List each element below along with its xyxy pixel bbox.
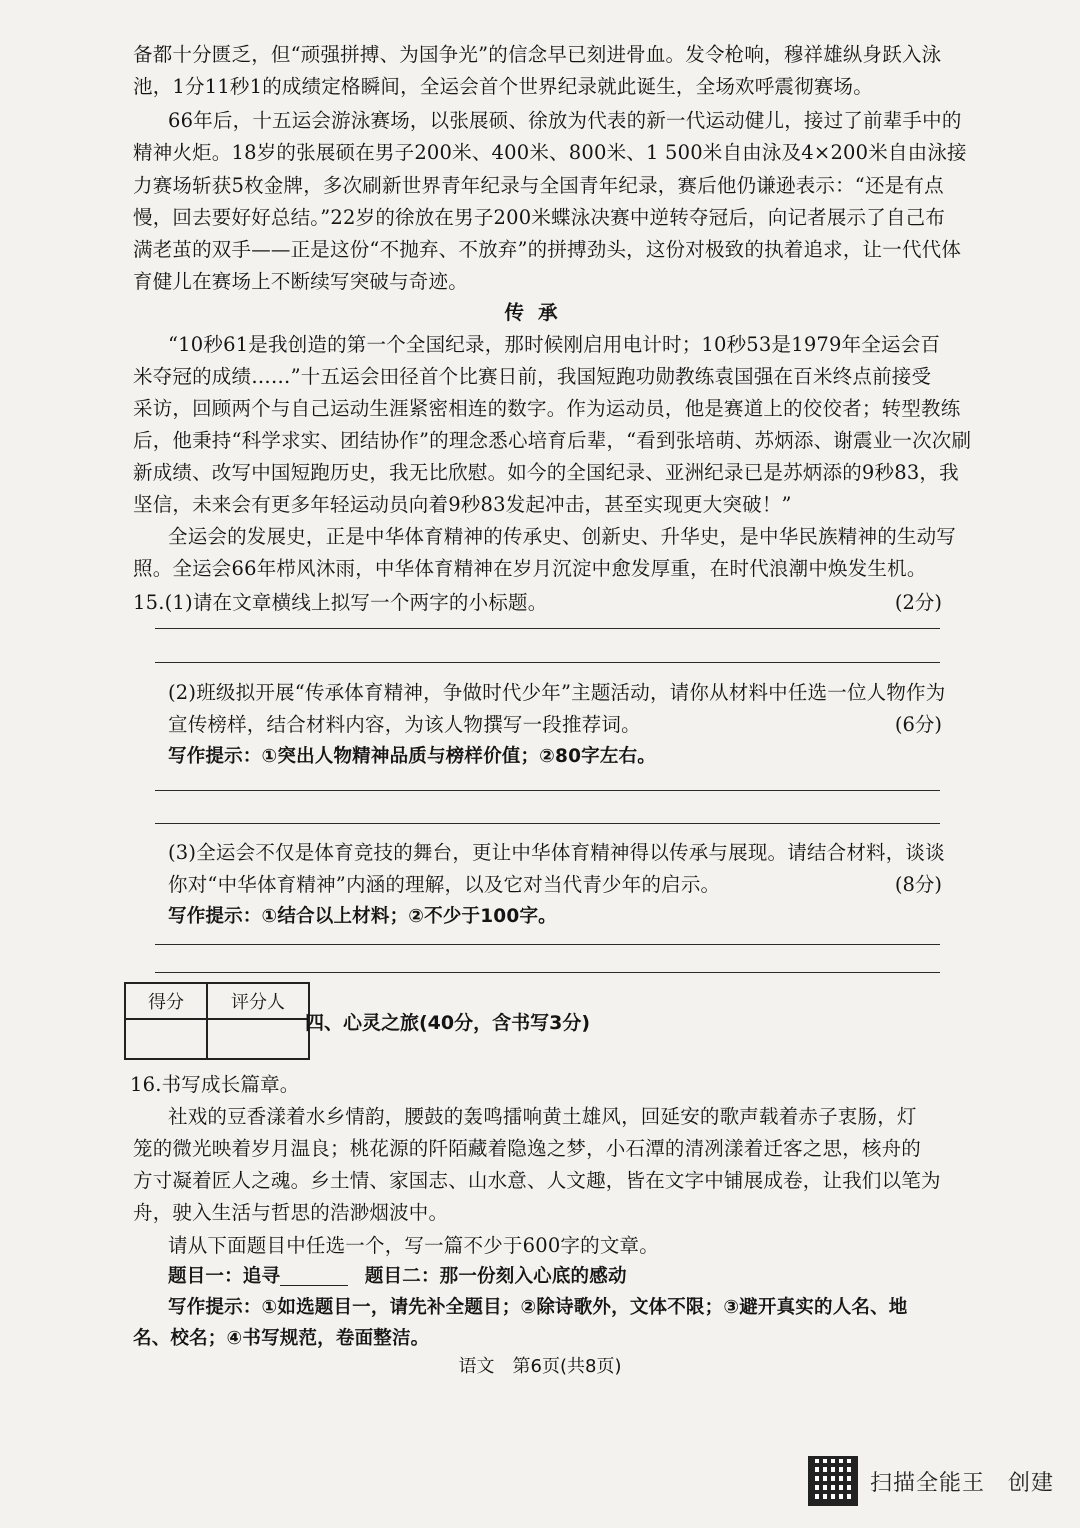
grade-box: [124, 982, 310, 1060]
answer-line[interactable]: [155, 823, 940, 824]
topic-one: 题目一：追寻: [168, 1266, 281, 1287]
q16-hint: 名、校名；④书写规范，卷面整洁。: [133, 1328, 430, 1349]
answer-line[interactable]: [155, 628, 940, 629]
passage-line: 育健儿在赛场上不断续写突破与奇迹。: [133, 270, 468, 293]
page-footer: 语文 第6页(共8页): [458, 1356, 622, 1377]
q15-part3: 你对“中华体育精神”内涵的理解，以及它对当代青少年的启示。: [168, 873, 721, 896]
topic-blank[interactable]: [280, 1285, 348, 1286]
passage-line: 照。全运会66年栉风沐雨，中华体育精神在岁月沉淀中愈发厚重，在时代浪潮中焕发生机。: [133, 557, 927, 580]
q15-part1: 15.(1)请在文章横线上拟写一个两字的小标题。: [133, 591, 548, 614]
grader-label: 评分人: [207, 983, 309, 1019]
passage-line: 全运会的发展史，正是中华体育精神的传承史、创新史、升华史，是中华民族精神的生动写: [168, 525, 957, 548]
q15-part2: 宣传榜样，结合材料内容，为该人物撰写一段推荐词。: [168, 713, 641, 736]
q16-line: 笼的微光映着岁月温良；桃花源的阡陌藏着隐逸之梦，小石潭的清冽漾着迁客之思，核舟的: [133, 1137, 922, 1160]
q15-part3-hint: 写作提示：①结合以上材料；②不少于100字。: [168, 906, 557, 927]
passage-line: “10秒61是我创造的第一个全国纪录，那时候刚启用电计时；10秒53是1979年全运会百: [168, 333, 941, 356]
q16-line: 方寸凝着匠人之魂。乡土情、家国志、山水意、人文趣，皆在文字中铺展成卷，让我们以笔为: [133, 1169, 941, 1192]
passage-line: 66年后，十五运会游泳赛场，以张展硕、徐放为代表的新一代运动健儿，接过了前辈手中的: [168, 109, 962, 132]
score-label: 得分: [125, 983, 207, 1019]
passage-line: 精神火炬。18岁的张展硕在男子200米、400米、800米、1 500米自由泳及4×200米自由泳接: [133, 141, 967, 164]
answer-line[interactable]: [155, 944, 940, 945]
q15-part3-score: (8分): [894, 873, 942, 896]
watermark-text: 扫描全能王 创建: [870, 1470, 1055, 1496]
passage-line: 力赛场斩获5枚金牌，多次刷新世界青年纪录与全国青年纪录，赛后他仍谦逊表示：“还是有点: [133, 174, 944, 197]
q16-instruction: 请从下面题目中任选一个，写一篇不少于600字的文章。: [168, 1234, 659, 1257]
scanner-watermark: [808, 1456, 1054, 1506]
passage-line: 池，1分11秒1的成绩定格瞬间，全运会首个世界纪录就此诞生，全场欢呼震彻赛场。: [133, 75, 873, 98]
answer-line[interactable]: [155, 790, 940, 791]
passage-line: 新成绩、改写中国短跑历史，我无比欣慰。如今的全国纪录、亚洲纪录已是苏炳添的9秒83，我: [133, 461, 959, 484]
passage-line: 米夺冠的成绩……”十五运会田径首个比赛日前，我国短跑功勋教练袁国强在百米终点前接受: [133, 365, 932, 388]
passage-line: 坚信，未来会有更多年轻运动员向着9秒83发起冲击，甚至实现更大突破！”: [133, 493, 792, 516]
q16-line: 舟，驶入生活与哲思的浩渺烟波中。: [133, 1201, 449, 1224]
q15-part3: (3)全运会不仅是体育竞技的舞台，更让中华体育精神得以传承与展现。请结合材料，谈谈: [168, 841, 945, 864]
q16-hint: 写作提示：①如选题目一，请先补全题目；②除诗歌外，文体不限；③避开真实的人名、地: [168, 1297, 908, 1318]
q15-part2-score: (6分): [894, 713, 942, 736]
answer-line[interactable]: [155, 662, 940, 663]
topic-two: 题目二：那一份刻入心底的感动: [364, 1266, 627, 1287]
q15-part1-score: (2分): [894, 591, 942, 614]
passage-line: 备都十分匮乏，但“顽强拼搏、为国争光”的信念早已刻进骨血。发令枪响，穆祥雄纵身跃入泳: [133, 43, 942, 66]
passage-line: 采访，回顾两个与自己运动生涯紧密相连的数字。作为运动员，他是赛道上的佼佼者；转型教练: [133, 397, 961, 420]
q16-topics: [168, 1264, 943, 1290]
subheading: 传承: [504, 301, 572, 324]
answer-line[interactable]: [155, 972, 940, 973]
grader-cell[interactable]: [207, 1019, 309, 1059]
qr-code-icon: [808, 1456, 858, 1506]
passage-line: 后，他秉持“科学求实、团结协作”的理念悉心培育后辈，“看到张培萌、苏炳添、谢震业一次次刷: [133, 429, 972, 452]
q16-title: 16.书写成长篇章。: [130, 1073, 300, 1096]
passage-line: 慢，回去要好好总结。”22岁的徐放在男子200米蝶泳决赛中逆转夺冠后，向记者展示了自己布: [133, 206, 946, 229]
passage-line: 满老茧的双手——正是这份“不抛弃、不放弃”的拼搏劲头，这份对极致的执着追求，让一代代体: [133, 238, 962, 261]
q15-part2: (2)班级拟开展“传承体育精神，争做时代少年”主题活动，请你从材料中任选一位人物作为: [168, 681, 946, 704]
q15-part2-hint: 写作提示：①突出人物精神品质与榜样价值；②80字左右。: [168, 746, 656, 767]
section4-title: 四、心灵之旅(40分，含书写3分): [305, 1012, 591, 1034]
score-cell[interactable]: [125, 1019, 207, 1059]
q16-line: 社戏的豆香漾着水乡情韵，腰鼓的轰鸣擂响黄土雄风，回延安的歌声载着赤子衷肠，灯: [168, 1105, 917, 1128]
